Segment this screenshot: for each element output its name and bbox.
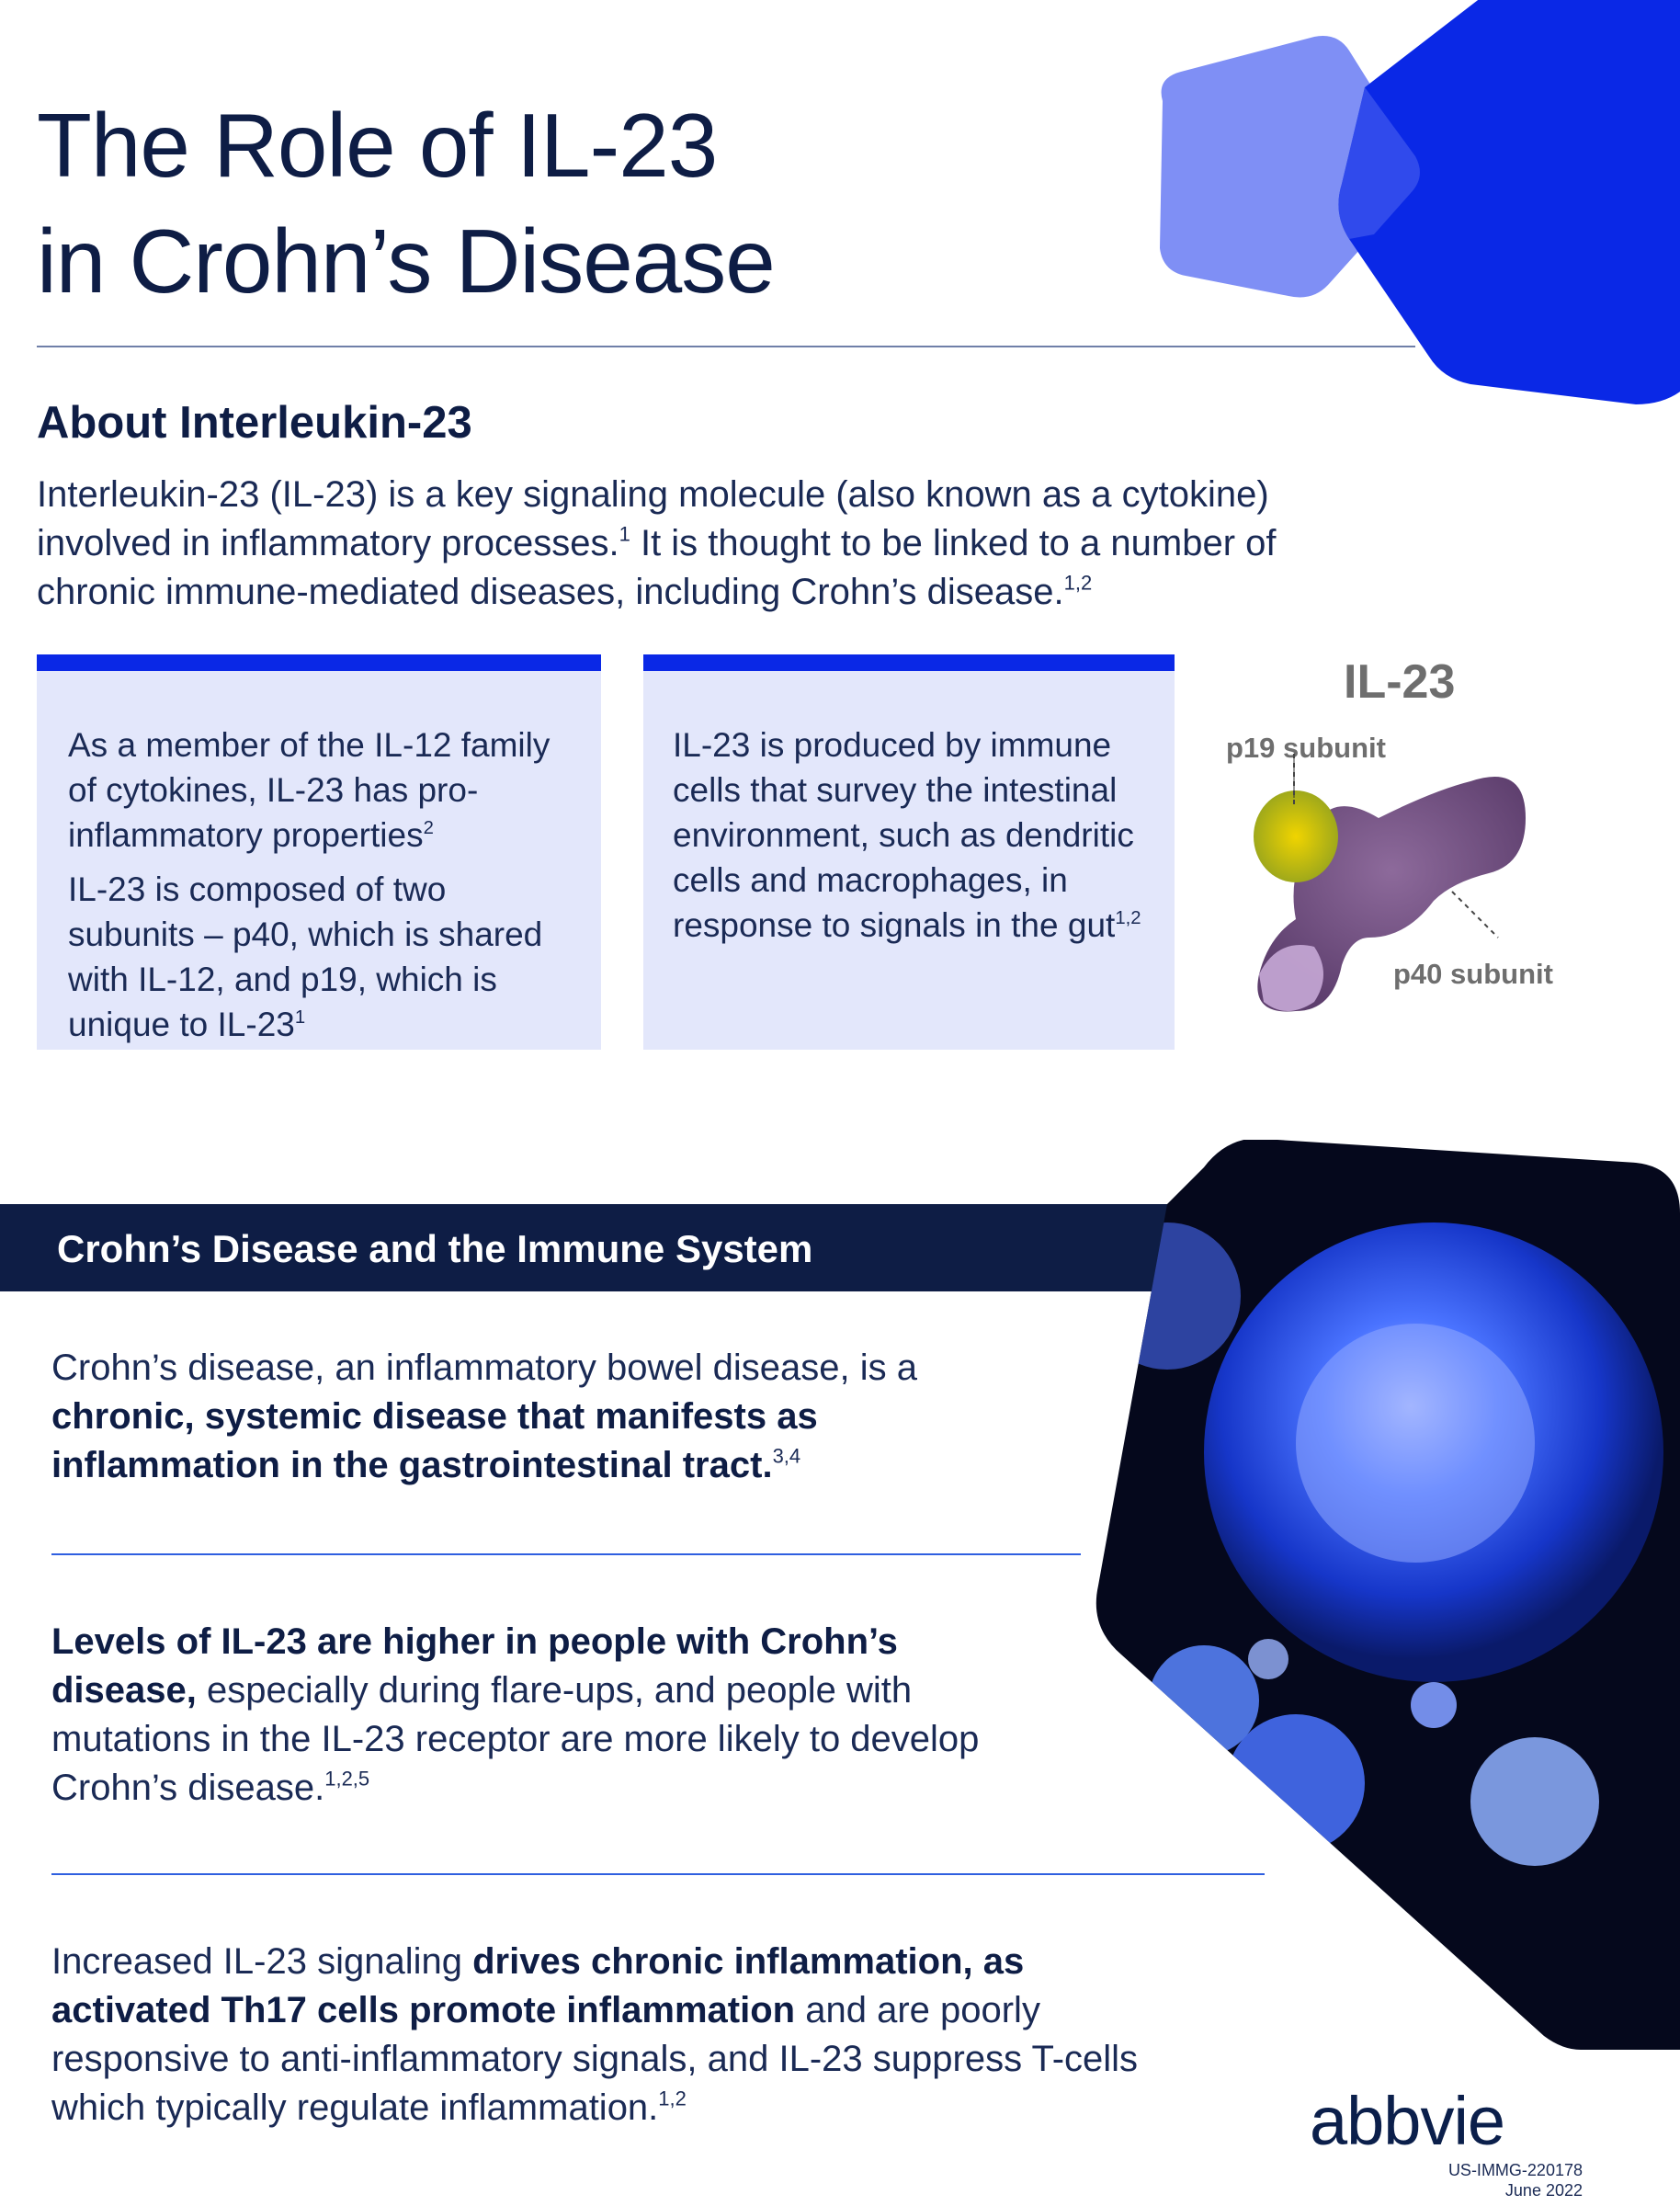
document-code xyxy=(1448,2160,1583,2200)
card-2-text-1: IL-23 is produced by immune cells that survey the intestinal environment, such as dendritic cells and macrophages, in response to signals in the gut xyxy=(673,726,1134,944)
about-ref-2: 1,2 xyxy=(1063,571,1093,595)
about-text-1: Interleukin-23 (IL-23) is a key signaling molecule (also known as a cytokine) involved in inflammatory processes. xyxy=(37,474,1269,563)
fact-3-ref: 1,2 xyxy=(658,2087,687,2110)
fact-divider-1 xyxy=(51,1553,1081,1555)
card-1-text-2: IL-23 is composed of two subunits – p40, which is shared with IL-12, and p19, which is unique to IL-23 xyxy=(68,870,543,1043)
fact-2-ref: 1,2,5 xyxy=(324,1767,370,1791)
p19-subunit-label: p19 subunit xyxy=(1226,732,1386,764)
card-1-paragraph-1 xyxy=(68,722,572,858)
about-heading: About Interleukin-23 xyxy=(37,398,472,448)
info-card-2 xyxy=(643,654,1175,1050)
fact-3-text: Increased IL-23 signaling xyxy=(51,1941,473,1982)
abbvie-logo: abbvie xyxy=(1310,2083,1505,2159)
about-text-2: It is thought to be linked to a number of chronic immune-mediated diseases, including Crohn’s disease. xyxy=(37,523,1277,612)
about-ref-1: 1 xyxy=(619,522,630,546)
fact-2 xyxy=(51,1618,998,1813)
card-2-ref-1: 1,2 xyxy=(1115,907,1141,928)
card-1-paragraph-2 xyxy=(68,867,572,1047)
title-divider xyxy=(37,346,1415,347)
decorative-shapes xyxy=(1084,0,1680,423)
section-heading: Crohn’s Disease and the Immune System xyxy=(57,1227,813,1270)
fact-1-ref: 3,4 xyxy=(772,1444,801,1468)
page-title xyxy=(37,87,1048,319)
info-card-1 xyxy=(37,654,601,1050)
fact-3-bold: drives chronic inflammation, as activated Th17 cells promote inflammation xyxy=(51,1941,1025,2030)
fact-1-text: Crohn’s disease, an inflammatory bowel disease, is a xyxy=(51,1347,917,1388)
fact-2-bold: Levels of IL-23 are higher in people with Crohn’s disease, xyxy=(51,1621,898,1711)
fact-3 xyxy=(51,1938,1154,2132)
title-line-1: The Role of IL-23 xyxy=(37,95,718,196)
fact-2-text-after: especially during flare-ups, and people with mutations in the IL-23 receptor are more likely to develop Crohn’s disease. xyxy=(51,1670,980,1808)
il23-protein-illustration xyxy=(1222,754,1535,1020)
document-id: US-IMMG-220178 xyxy=(1447,2161,1583,2179)
fact-3-text-after: and are poorly responsive to anti-inflammatory signals, and IL-23 suppress T-cells which typically regulate inflammation. xyxy=(51,1990,1139,2128)
fact-divider-2 xyxy=(51,1873,1265,1875)
card-2-accent-bar xyxy=(643,654,1175,671)
card-1-ref-1: 2 xyxy=(423,817,434,838)
card-1-ref-2: 1 xyxy=(294,1006,306,1028)
about-paragraph xyxy=(37,471,1397,617)
fact-1-bold: chronic, systemic disease that manifests as inflammation in the gastrointestinal tract. xyxy=(51,1396,818,1485)
document-date: June 2022 xyxy=(1504,2181,1583,2200)
il23-figure-title: IL-23 xyxy=(1344,655,1456,709)
immune-cell-illustration xyxy=(1084,1140,1680,2050)
card-1-text-1: As a member of the IL-12 family of cytokines, IL-23 has pro-inflammatory properties xyxy=(68,726,551,854)
card-1-accent-bar xyxy=(37,654,601,671)
p40-subunit-label: p40 subunit xyxy=(1393,958,1553,990)
title-line-2: in Crohn’s Disease xyxy=(37,210,775,312)
fact-1 xyxy=(51,1344,1026,1490)
